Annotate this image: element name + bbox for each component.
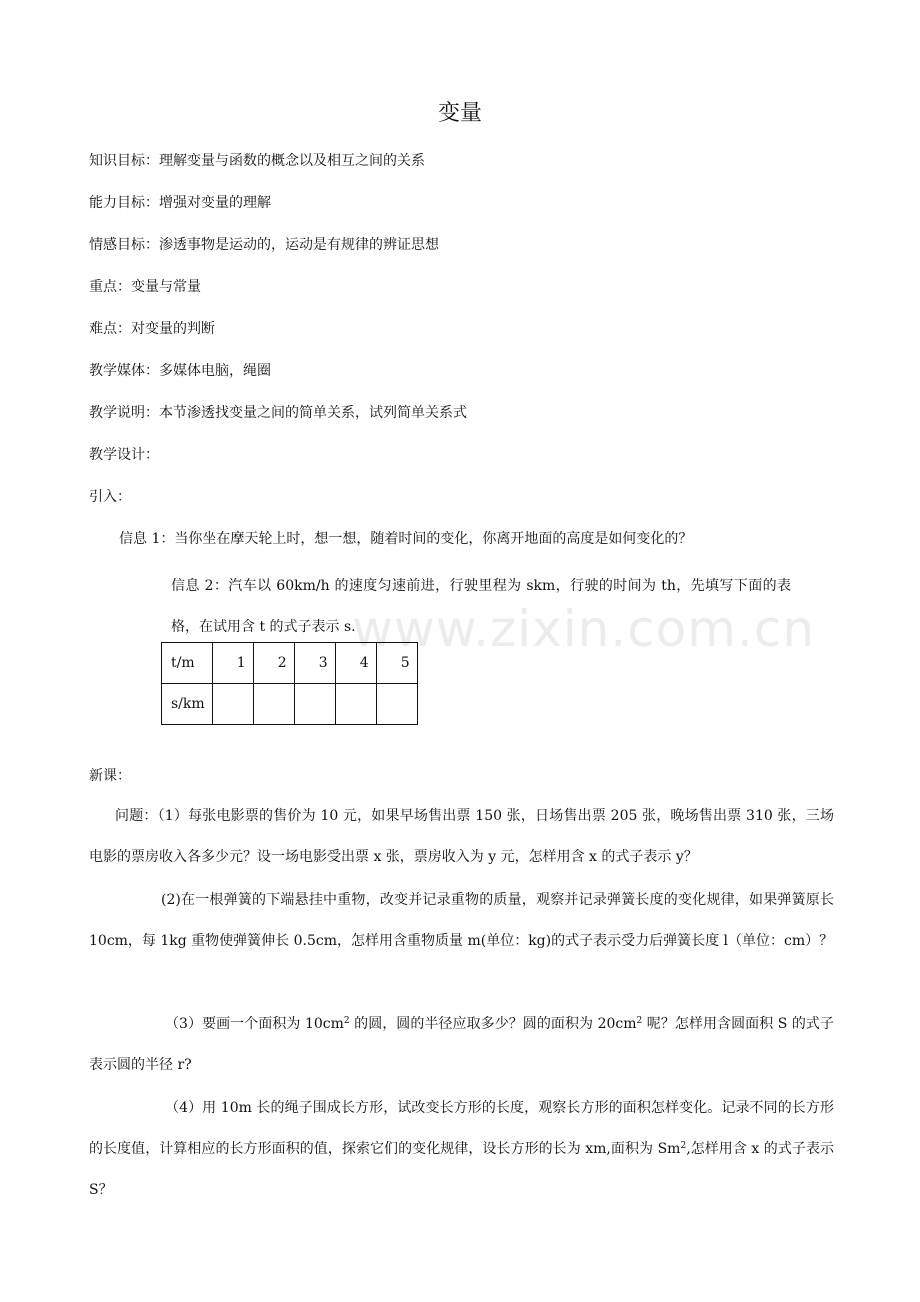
introduction-heading: 引入： (89, 489, 131, 505)
question-1-text: 问题：（1）每张电影票的售价为 10 元，如果早场售出票 150 张，日场售出票 205 张，晚场售出票 310 张，三场电影的票房收入各多少元？设一场电影受出票 x 张，票房收入为 y 元，怎样用含 x 的式子表示 y？ (89, 808, 834, 865)
question-1 (89, 796, 834, 878)
table-cell: 3 (294, 643, 335, 684)
table-cell (376, 684, 417, 725)
table-cell (253, 684, 294, 725)
q3-part-3: 呢？怎样用含圆面积 S 的式子表示圆的半径 r? (89, 1016, 834, 1073)
superscript: 2 (343, 1016, 350, 1026)
time-distance-table (161, 642, 418, 725)
teaching-design-heading: 教学设计： (89, 447, 159, 463)
teaching-notes: 教学说明：本节渗透找变量之间的简单关系，试列简单关系式 (89, 405, 467, 421)
superscript: 2 (636, 1016, 643, 1026)
watermark: www.zixin.com.cn (352, 600, 816, 658)
table-row (162, 684, 418, 725)
question-3 (89, 1004, 834, 1086)
info-2-text: 信息 2：汽车以 60km/h 的速度匀速前进，行驶里程为 skm，行驶的时间为 th，先填写下面的表格，在试用含 t 的式子表示 s. (171, 578, 791, 635)
q4-part-1: （4）用 10m 长的绳子围成长方形，试改变长方形的长度，观察长方形的面积怎样变化。记录不同的长方形的长度值，计算相应的长方形面积的值，探索它们的变化规律，设长方形的长为 xm,面积为 Sm (89, 1100, 834, 1157)
question-2 (89, 880, 834, 962)
question-4-text (89, 1088, 834, 1211)
knowledge-objective: 知识目标：理解变量与函数的概念以及相互之间的关系 (89, 153, 425, 169)
key-point: 重点：变量与常量 (89, 279, 201, 295)
ability-objective: 能力目标：增强对变量的理解 (89, 195, 271, 211)
emotion-objective: 情感目标：渗透事物是运动的，运动是有规律的辨证思想 (89, 237, 439, 253)
new-lesson-heading: 新课： (89, 768, 131, 784)
table-cell (294, 684, 335, 725)
table-header-cell: t/m (162, 643, 213, 684)
superscript: 2 (680, 1141, 687, 1151)
table-header-cell: s/km (162, 684, 213, 725)
q3-part-1: （3）要画一个面积为 10cm (165, 1016, 344, 1032)
question-3-text (89, 1004, 834, 1086)
table-row (162, 643, 418, 684)
q3-part-2: 的圆，圆的半径应取多少？圆的面积为 20cm (349, 1016, 637, 1032)
table-cell: 1 (212, 643, 253, 684)
table-cell (335, 684, 376, 725)
teaching-media: 教学媒体：多媒体电脑，绳圈 (89, 363, 271, 379)
page-title: 变量 (437, 101, 482, 126)
table-cell: 5 (376, 643, 417, 684)
question-4 (89, 1088, 834, 1211)
question-2-text: (2)在一根弹簧的下端悬挂中重物，改变并记录重物的质量，观察并记录弹簧长度的变化规律，如果弹簧原长 10cm，每 1kg 重物使弹簧伸长 0.5cm，怎样用含重物质量 m(单位：kg)的式子表示受力后弹簧长度 l（单位：cm）？ (89, 892, 834, 949)
table-cell (212, 684, 253, 725)
q4-part-2: ,怎样用含 x 的式子表示 S？ (89, 1141, 835, 1198)
table-cell: 2 (253, 643, 294, 684)
info-1: 信息 1：当你坐在摩天轮上时，想一想，随着时间的变化，你离开地面的高度是如何变化的？ (119, 531, 693, 547)
info-2 (171, 566, 791, 648)
table-cell: 4 (335, 643, 376, 684)
difficult-point: 难点：对变量的判断 (89, 321, 215, 337)
